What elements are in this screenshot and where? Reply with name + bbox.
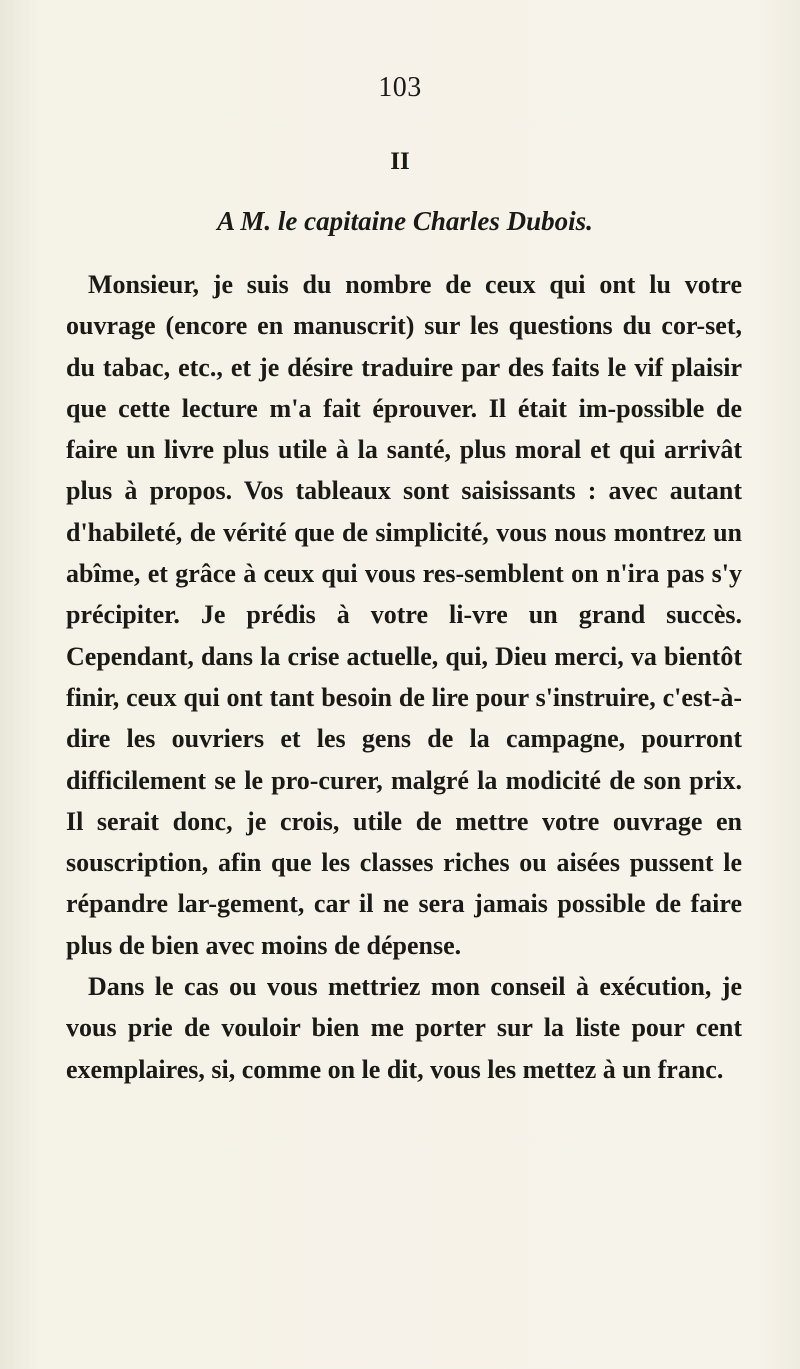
letter-salutation: A M. le capitaine Charles Dubois. — [217, 206, 593, 236]
page-number: 103 — [378, 72, 422, 103]
paragraph-1: Monsieur, je suis du nombre de ceux qui ont lu votre ouvrage (encore en manuscrit) sur les questions du cor-set, du tabac, etc., et je désire traduire par des faits le vif plaisir que cette lecture m'a fait éprouver. Il était im-possible de faire un livre plus utile à la santé, plus moral et qui arrivât plus à propos. Vos tableaux sont saisissants : avec autant d'habileté, de vérité que de simplicité, vous nous montrez un abîme, et grâce à ceux qui vous res-semblent on n'ira pas s'y précipiter. Je prédis à votre li-vre un grand succès. Cependant, dans la crise actuelle, qui, Dieu merci, va bientôt finir, ceux qui ont tant besoin de lire pour s'instruire, c'est-à-dire les ouvriers et les gens de la campagne, pourront difficilement se le pro-curer, malgré la modicité de son prix. Il serait donc, je crois, utile de mettre votre ouvrage en souscription, afin que les classes riches ou aisées pussent le répandre lar-gement, car il ne sera jamais possible de faire plus de bien avec moins de dépense. — [66, 270, 742, 960]
letter-body — [66, 264, 742, 1090]
paragraph-2: Dans le cas ou vous mettriez mon conseil à exécution, je vous prie de vouloir bien me porter sur la liste pour cent exemplaires, si, comme on le dit, vous les mettez à un franc. — [66, 972, 742, 1084]
section-number: II — [390, 148, 410, 175]
